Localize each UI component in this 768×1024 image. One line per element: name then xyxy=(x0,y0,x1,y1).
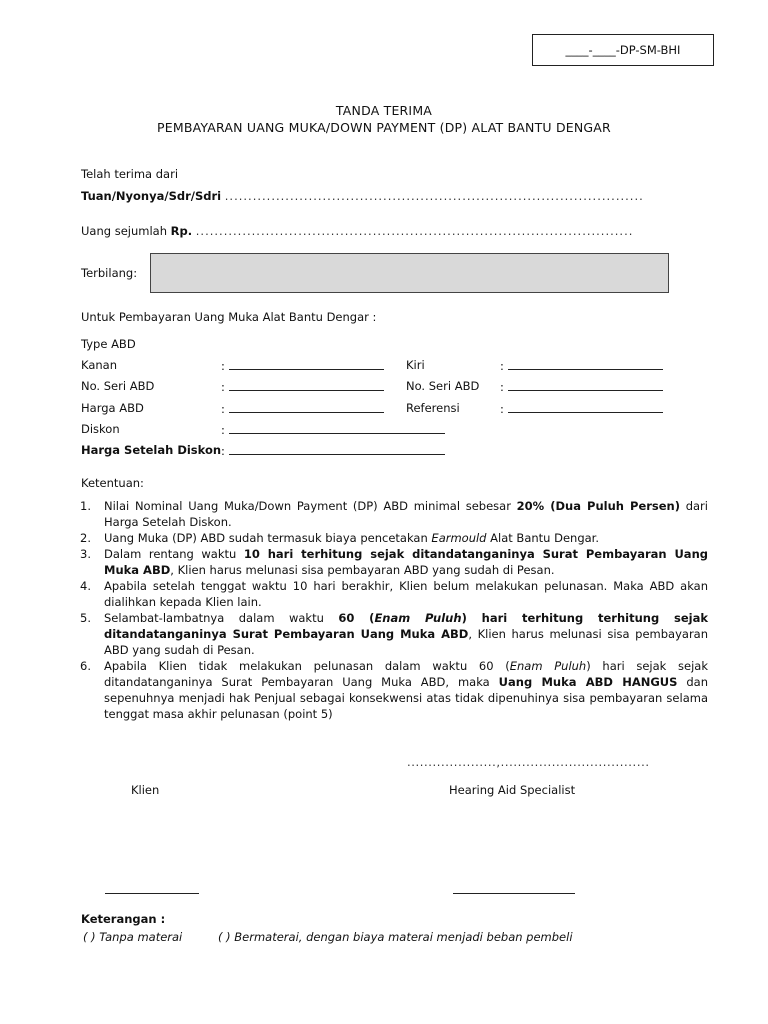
spelled-amount-field[interactable] xyxy=(150,253,669,293)
kanan-field[interactable]: : xyxy=(221,358,384,373)
recipient-row xyxy=(81,189,644,203)
harga-setelah-diskon-label: Harga Setelah Diskon xyxy=(81,443,222,457)
term-item: 5. Selambat-lambatnya dalam waktu 60 (Enam Puluh) hari terhitung terhitung sejak ditandatanganinya Surat Pembayaran Uang Muka ABD, Klien harus melunasi sisa pembayaran ABD yang sudah di Pesan. xyxy=(80,611,709,657)
specialist-signature-line[interactable] xyxy=(453,893,575,894)
kiri-label: Kiri xyxy=(406,358,425,372)
terms-list xyxy=(80,498,708,722)
notes-label: Keterangan : xyxy=(81,912,166,926)
no-seri-left-label: No. Seri ABD xyxy=(81,379,155,393)
specialist-signature-label: Hearing Aid Specialist xyxy=(449,783,576,797)
diskon-field[interactable]: : xyxy=(221,422,445,437)
term-item: 3. Dalam rentang waktu 10 hari terhitung sejak ditandatanganinya Surat Pembayaran Uang Muka ABD, Klien harus melunasi sisa pembayaran ABD yang sudah di Pesan. xyxy=(80,547,708,577)
spelled-label: Terbilang: xyxy=(81,266,138,280)
title-line-2: PEMBAYARAN UANG MUKA/DOWN PAYMENT (DP) ALAT BANTU DENGAR xyxy=(157,120,611,135)
notes-option-stamped[interactable]: ( ) Bermaterai, dengan biaya materai menjadi beban pembeli xyxy=(218,930,573,944)
term-item: 1. Nilai Nominal Uang Muka/Down Payment (DP) ABD minimal sebesar 20% (Dua Puluh Persen) dari Harga Setelah Diskon. xyxy=(80,499,708,529)
amount-label: Uang sejumlah xyxy=(81,224,167,238)
title-line-1: TANDA TERIMA xyxy=(335,103,433,118)
referensi-field[interactable]: : xyxy=(500,401,663,416)
amount-row xyxy=(81,224,633,238)
kiri-field[interactable]: : xyxy=(500,358,663,373)
document-number-box xyxy=(532,34,714,66)
recipient-dotted-line: .......................................................................................... xyxy=(224,189,644,203)
amount-dotted-line: .............................................................................................. xyxy=(195,224,634,238)
term-item: 4. Apabila setelah tenggat waktu 10 hari berakhir, Klien belum melakukan pelunasan. Maka ABD akan dialihkan kepada Klien lain. xyxy=(80,579,708,609)
referensi-label: Referensi xyxy=(406,401,460,415)
notes-option-no-stamp[interactable]: ( ) Tanpa materai xyxy=(83,930,183,944)
term-item: 6. Apabila Klien tidak melakukan pelunasan dalam waktu 60 (Enam Puluh) hari sejak sejak ditandatanganinya Surat Pembayaran Uang Muka ABD, maka Uang Muka ABD HANGUS dan sepenuhnya menjadi hak Penjual sebagai konsekwensi atas tidak dipenuhinya sisa pembayaran selama tenggat masa akhir pelunasan (point 5) xyxy=(80,659,708,721)
terms-label: Ketentuan: xyxy=(81,476,144,490)
place-date-line[interactable]: .....................,................................... xyxy=(407,755,650,769)
type-label: Type ABD xyxy=(81,337,136,351)
purpose-label: Untuk Pembayaran Uang Muka Alat Bantu Dengar : xyxy=(81,310,377,324)
term-item: 2. Uang Muka (DP) ABD sudah termasuk biaya pencetakan Earmould Alat Bantu Dengar. xyxy=(80,531,600,545)
client-signature-label: Klien xyxy=(131,783,160,797)
client-signature-line[interactable] xyxy=(105,893,199,894)
received-from-label: Telah terima dari xyxy=(81,167,179,181)
no-seri-right-field[interactable]: : xyxy=(500,379,663,394)
no-seri-left-field[interactable]: : xyxy=(221,379,384,394)
harga-field[interactable]: : xyxy=(221,401,384,416)
kanan-label: Kanan xyxy=(81,358,118,372)
diskon-label: Diskon xyxy=(81,422,120,436)
document-number: ____-____-DP-SM-BHI xyxy=(565,43,681,57)
harga-setelah-diskon-field[interactable]: : xyxy=(221,443,445,458)
no-seri-right-label: No. Seri ABD xyxy=(406,379,480,393)
amount-currency: Rp. xyxy=(170,224,193,238)
harga-label: Harga ABD xyxy=(81,401,144,415)
recipient-label: Tuan/Nyonya/Sdr/Sdri xyxy=(81,189,222,203)
